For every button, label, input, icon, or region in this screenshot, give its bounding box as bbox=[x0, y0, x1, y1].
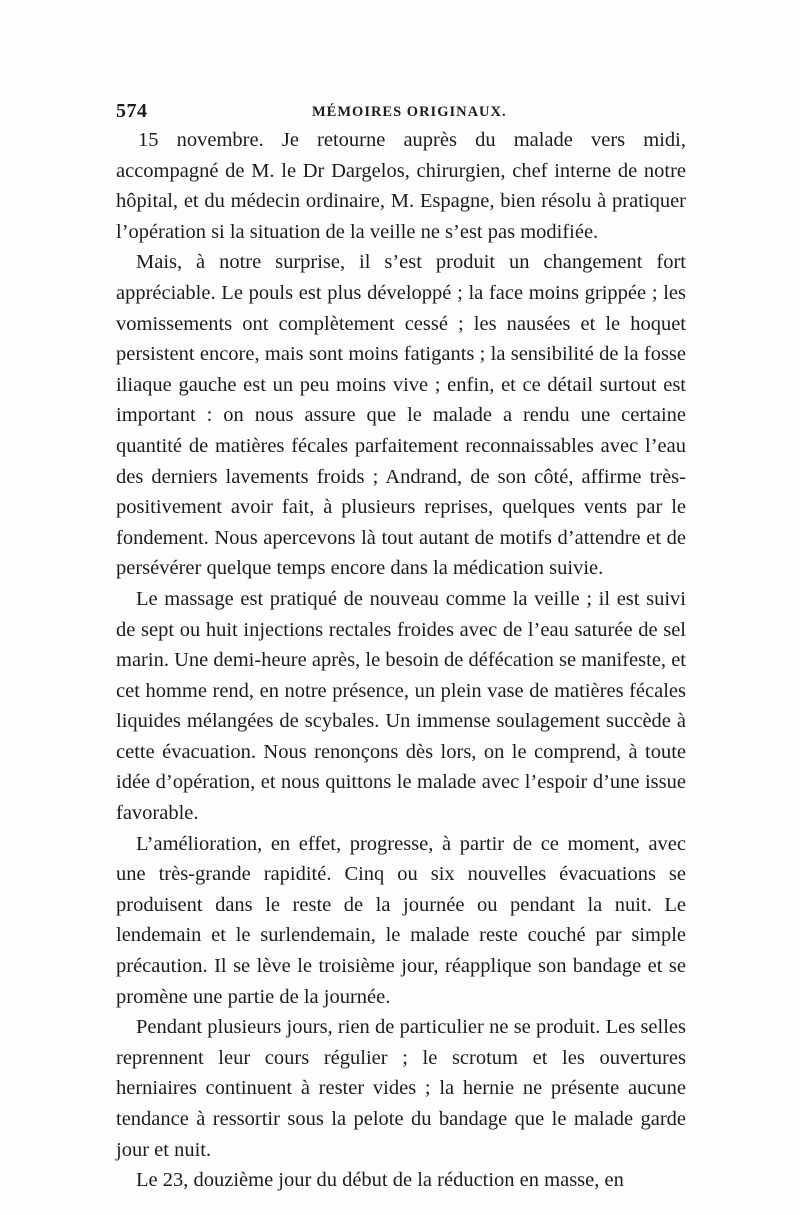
paragraph: Le 23, douzième jour du début de la réduction en masse, en bbox=[136, 1169, 624, 1192]
paragraph: Pendant plusieurs jours, rien de particulier ne se produit. Les selles reprennent leur cours régulier ; le scrotum et les ouvertures herniaires continuent à rester vides ; la hernie ne présente aucune tendance à ressortir sous la pelote du bandage que le malade garde jour et nuit. bbox=[116, 1016, 686, 1161]
page-number: 574 bbox=[116, 100, 148, 122]
body-text bbox=[116, 125, 686, 1196]
running-head bbox=[116, 100, 686, 126]
paragraph: 15 novembre. Je retourne auprès du malade vers midi, accompagné de M. le Dr Dargelos, chirurgien, chef interne de notre hôpital, et du médecin ordinaire, M. Espagne, bien résolu à pratiquer l’opération si la situation de la veille ne s’est pas modifiée. bbox=[116, 129, 686, 243]
running-title: MÉMOIRES ORIGINAUX. bbox=[312, 104, 507, 120]
paragraph: Le massage est pratiqué de nouveau comme la veille ; il est suivi de sept ou huit injections rectales froides avec de l’eau saturée de sel marin. Une demi-heure après, le besoin de défécation se manifeste, et cet homme rend, en notre présence, un plein vase de matières fécales liquides mélangées de scybales. Un immense soulagement succède à cette évacuation. Nous renonçons dès lors, on le comprend, à toute idée d’opération, et nous quittons le malade avec l’espoir d’une issue favorable. bbox=[116, 587, 686, 825]
paragraph: L’amélioration, en effet, progresse, à partir de ce moment, avec une très-grande rapidité. Cinq ou six nouvelles évacuations se produisent dans le reste de la journée ou pendant la nuit. Le lendemain et le surlendemain, le malade reste couché par simple précaution. Il se lève le troisième jour, réapplique son bandage et se promène une partie de la journée. bbox=[116, 832, 686, 1008]
paragraph: Mais, à notre surprise, il s’est produit un changement fort appréciable. Le pouls est plus développé ; la face moins grippée ; les vomissements ont complètement cessé ; les nausées et le hoquet persistent encore, mais sont moins fatigants ; la sensibilité de la fosse iliaque gauche est un peu moins vive ; enfin, et ce détail surtout est important : on nous assure que le malade a rendu une certaine quantité de matières fécales parfaitement reconnaissables avec l’eau des derniers lavements froids ; Andrand, de son côté, affirme très-positivement avoir fait, à plusieurs reprises, quelques vents par le fondement. Nous apercevons là tout autant de motifs d’attendre et de persévérer quelque temps encore dans la médication suivie. bbox=[116, 251, 686, 580]
